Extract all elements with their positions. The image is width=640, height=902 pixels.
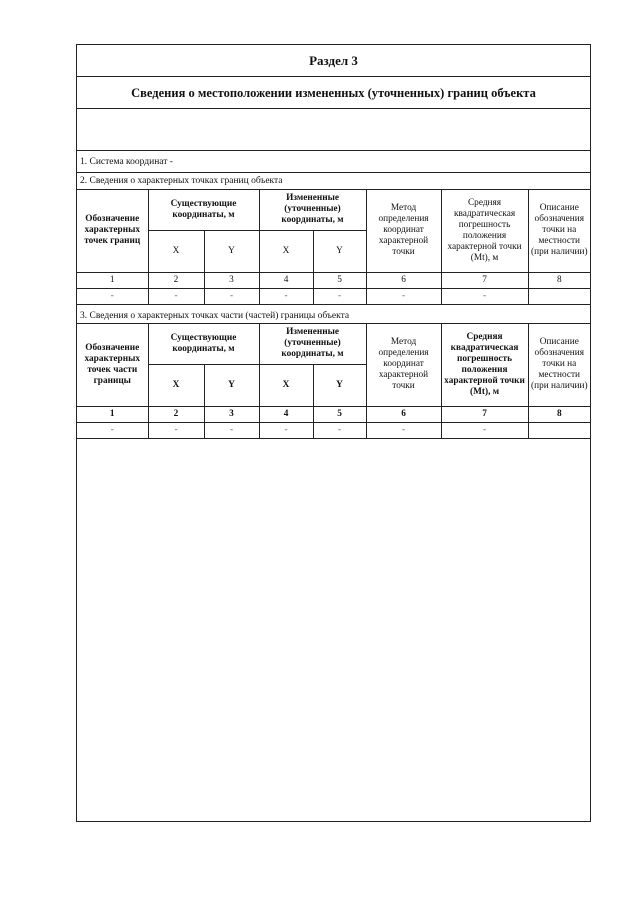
section-title: Раздел 3 (77, 45, 590, 77)
header-y-changed: Y (313, 364, 366, 406)
column-number: 4 (259, 406, 313, 422)
header-changed-coords: Измененные (уточненные) координаты, м (259, 190, 366, 230)
header-error: Средняя квадратическая погрешность положения характерной точки (Mt), м (441, 324, 528, 406)
header-x-existing: X (148, 230, 204, 272)
document-frame (76, 44, 591, 822)
empty-row (77, 109, 590, 151)
header-point-designation: Обозначение характерных точек границ (77, 190, 148, 272)
column-number: 6 (366, 272, 441, 288)
header-x-changed: X (259, 230, 313, 272)
column-number: 8 (528, 272, 590, 288)
column-number: 3 (204, 406, 259, 422)
header-method: Метод определения координат характерной точки (366, 190, 441, 272)
header-method: Метод определения координат характерной точки (366, 324, 441, 406)
table-cell: - (366, 288, 441, 304)
header-y-existing: Y (204, 230, 259, 272)
column-number: 1 (77, 406, 148, 422)
table-cell (528, 288, 590, 304)
column-number: 6 (366, 406, 441, 422)
column-number: 7 (441, 272, 528, 288)
header-point-designation: Обозначение характерных точек части границы (77, 324, 148, 406)
header-x-existing: X (148, 364, 204, 406)
table-cell: - (77, 288, 148, 304)
header-existing-coords: Существующие координаты, м (148, 324, 259, 364)
table-cell (528, 422, 590, 438)
part-boundary-points-table (77, 324, 590, 439)
table-cell: - (77, 422, 148, 438)
table-cell: - (204, 288, 259, 304)
column-number: 5 (313, 272, 366, 288)
coordinate-system-line: 1. Система координат - (77, 151, 590, 173)
column-number: 1 (77, 272, 148, 288)
header-changed-coords: Измененные (уточненные) координаты, м (259, 324, 366, 364)
boundary-points-heading: 2. Сведения о характерных точках границ объекта (77, 173, 590, 190)
boundary-points-table (77, 190, 590, 305)
table-cell: - (313, 422, 366, 438)
table-cell: - (259, 288, 313, 304)
column-number: 2 (148, 272, 204, 288)
table-cell: - (148, 288, 204, 304)
table-cell: - (441, 422, 528, 438)
header-existing-coords: Существующие координаты, м (148, 190, 259, 230)
header-y-changed: Y (313, 230, 366, 272)
column-number: 5 (313, 406, 366, 422)
document-title: Сведения о местоположении измененных (уточненных) границ объекта (77, 77, 590, 109)
table-cell: - (441, 288, 528, 304)
header-x-changed: X (259, 364, 313, 406)
header-description: Описание обозначения точки на местности (при наличии) (528, 190, 590, 272)
column-number: 4 (259, 272, 313, 288)
header-y-existing: Y (204, 364, 259, 406)
column-number: 3 (204, 272, 259, 288)
table-cell: - (366, 422, 441, 438)
header-error: Средняя квадратическая погрешность положения характерной точки (Mt), м (441, 190, 528, 272)
table-cell: - (259, 422, 313, 438)
column-number: 7 (441, 406, 528, 422)
table-cell: - (148, 422, 204, 438)
part-boundary-points-heading: 3. Сведения о характерных точках части (частей) границы объекта (77, 308, 590, 324)
column-number: 8 (528, 406, 590, 422)
table-cell: - (204, 422, 259, 438)
column-number: 2 (148, 406, 204, 422)
header-description: Описание обозначения точки на местности (при наличии) (528, 324, 590, 406)
table-cell: - (313, 288, 366, 304)
